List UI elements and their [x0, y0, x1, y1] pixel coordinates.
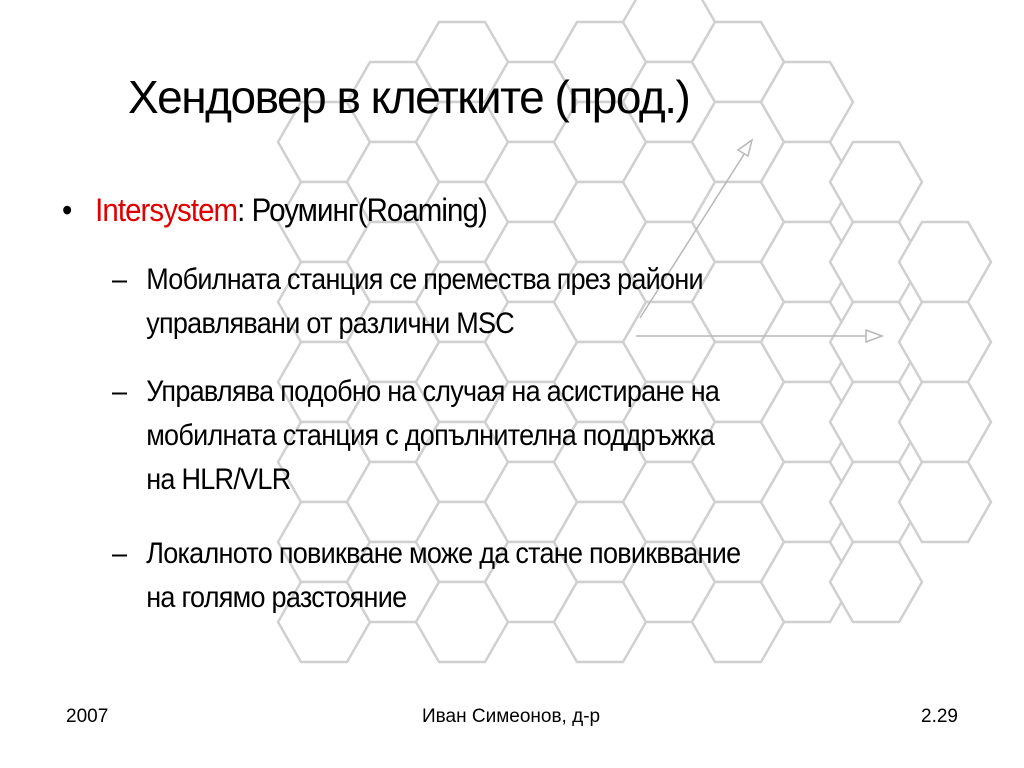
subpoint-line: Мобилната станция се премества през райони [146, 263, 703, 296]
slide-title: Хендовер в клетките (прод.) [128, 71, 690, 123]
bullet-term: Intersystem [95, 192, 238, 228]
footer-author: Иван Симеонов, д-р [422, 706, 601, 727]
bullet-marker: • [62, 192, 72, 228]
footer-page-number: 2.29 [921, 706, 958, 727]
subpoint-line: Управлява подобно на случая на асистиране на [146, 375, 720, 408]
subpoint-line: мобилната станция с допълнителна поддръжка [146, 419, 715, 452]
subpoint-marker: – [112, 375, 127, 408]
subpoint-1 [112, 258, 940, 346]
subpoint-marker: – [112, 263, 127, 296]
subpoint-2 [112, 370, 940, 502]
bullet-rest: : Роуминг(Roaming) [237, 192, 487, 228]
footer-year: 2007 [66, 706, 109, 727]
bullet-item [62, 192, 487, 229]
hex-cell [830, 142, 922, 222]
subpoint-line: на HLR/VLR [146, 463, 291, 496]
subpoint-3 [112, 532, 940, 620]
subpoint-line: Локалното повикване може да стане повикввание [146, 537, 741, 570]
subpoint-line: на голямо разстояние [146, 581, 407, 614]
subpoint-line: управлявани от различни MSC [146, 307, 515, 340]
subpoint-marker: – [112, 537, 127, 570]
